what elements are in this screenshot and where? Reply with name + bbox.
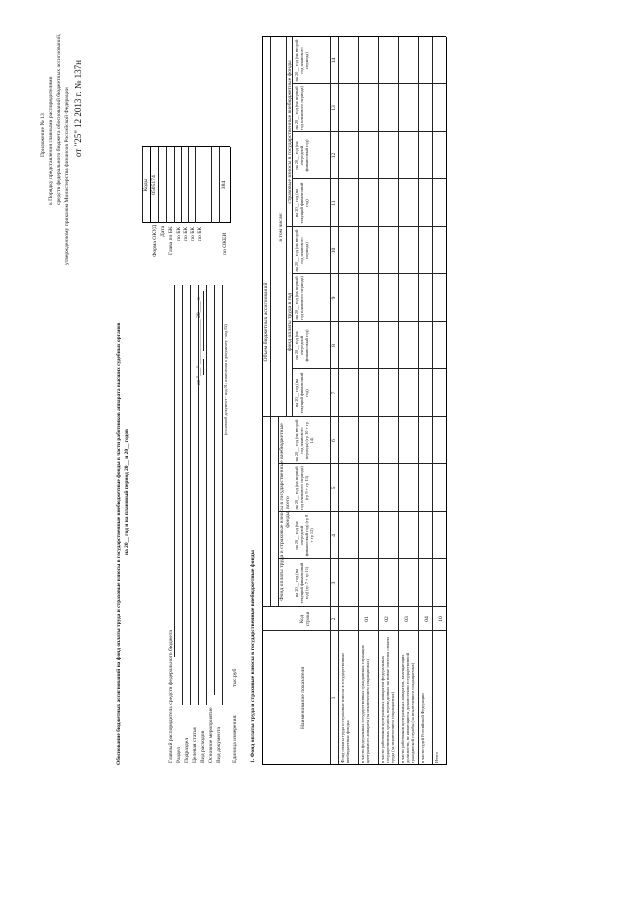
doc-type-note: (основной документ - код 01; изменения к документу - код 02): [223, 324, 228, 435]
header-fot-col: на 20__ год (на первый год планового периода): [294, 276, 305, 320]
header-code: Код строки: [300, 611, 311, 627]
codes-okud-value: 0505174: [151, 175, 157, 195]
col-line: [286, 226, 446, 227]
col-number: 9: [331, 296, 337, 300]
col-line: [292, 321, 446, 322]
row-line: [358, 37, 359, 765]
col-line: [292, 131, 446, 132]
col-line: [292, 83, 446, 84]
appendix-date: от "25" 12 2013 г. № 137н: [73, 60, 83, 157]
col-number: 4: [331, 534, 337, 537]
header-ins-col: на 20__ год (на очередной финансовый год): [294, 139, 310, 172]
header-fot-col: на 20__ год (на текущий финансовый год): [294, 372, 310, 414]
col-number: 7: [331, 391, 337, 395]
field-podrazdel: Подраздел: [184, 737, 190, 763]
codes-header: Коды: [143, 178, 149, 192]
col-number: 12: [331, 152, 337, 159]
col-line: [292, 178, 446, 179]
codes-label-3: Глава по БК: [168, 226, 174, 255]
col-line: [292, 273, 446, 274]
header-ins-col: на 20__ год (на второй год планового периода): [294, 39, 310, 82]
header-total-col: на 20__ год (на второй год планового периода) (гр 10 + гр 14): [294, 419, 315, 462]
appendix-line1: Приложение № 13: [40, 113, 46, 157]
field-doc-type: Вид документа: [216, 727, 222, 763]
codes-label-4: по БК: [176, 226, 182, 241]
col-line: [262, 630, 446, 631]
codes-label-6: по БК: [190, 226, 196, 241]
col-number: 11: [331, 200, 337, 206]
unit-value: тыс.руб: [232, 668, 238, 687]
table-row-name: Фонд оплаты труда и страховые взносы в государственные внебюджетные фонды:: [340, 652, 351, 763]
col-line: [278, 463, 446, 464]
col-number: 6: [331, 439, 337, 442]
group-line: [270, 37, 271, 607]
table-row-code: 03: [404, 616, 410, 622]
header-name: Наименование показателя: [300, 667, 306, 729]
col-line: [278, 511, 446, 512]
header-ins-col: на 20__ год (на первый год планового периода): [294, 86, 305, 130]
col-number: 8: [331, 344, 337, 347]
header-total-col: на 20__ год (на очередной финансовый год) (гр 8 + гр 12): [294, 514, 315, 557]
col-number: 13: [331, 105, 337, 111]
table-row-name: в части работников центральных аппаратов, замещающих должности, не являющиеся должностями государственной гражданской службы (за исключением сокращаемых): [400, 652, 416, 763]
codes-label-5: по БК: [183, 226, 189, 241]
row-line: [432, 37, 433, 765]
codes-okei-value: 384: [221, 180, 227, 190]
table-row-name: в части федеральных государственных гражданских служащих центрального аппарата (за исключением сокращаемых): [360, 645, 371, 763]
codes-label-7: по БК: [197, 226, 203, 241]
col-number: 2: [331, 617, 337, 621]
header-group: Объем бюджетных ассигнований: [263, 282, 269, 362]
header-ins-col: на 20__ год (на текущий финансовый год): [294, 182, 310, 224]
col-number: 3: [331, 581, 337, 585]
appendix-line4: утвержденному приказом Министерства финансов Российской Федерации: [64, 87, 70, 265]
table-row-code: 02: [384, 616, 390, 622]
row-line: [398, 37, 399, 765]
col-line: [262, 606, 446, 607]
col-number: 1: [331, 696, 337, 700]
col-number: 14: [331, 57, 337, 64]
col-number: 5: [331, 486, 337, 490]
header-sub-ins: страховые взносы в государственные внебюджетные фонды: [287, 60, 293, 204]
header-sub-fot: фонд оплаты труда в год: [287, 292, 293, 352]
table-row-name: в части работников центральных аппаратов федеральных государственных органов, переведенных на новые системы оплаты труда (за исключением сокращаемых): [380, 637, 396, 763]
header-in-that: в том числе:: [278, 212, 284, 242]
table-row-code: 04: [424, 616, 430, 622]
row-line: [378, 37, 379, 765]
appendix-line3: средств федерального бюджета обоснований бюджетных ассигнований,: [56, 33, 62, 205]
table-row-name: Итого: [434, 751, 439, 763]
col-number: 10: [331, 247, 337, 254]
field-expense-type: Вид расходов: [200, 730, 206, 763]
header-total-col: на 20__ год (на текущий финансовый год) (гр 7 + гр 11): [294, 562, 310, 604]
header-total-col: на 20__ год (на первый год планового периода) (гр 9 + гр 13): [294, 466, 310, 510]
header-sub-total: Фонд оплаты труда и страховые взносы в государственные внебюджетные фонды, всего: [279, 423, 292, 601]
col-line: [278, 558, 446, 559]
col-line: [262, 764, 446, 765]
table-row-code: 10: [438, 616, 444, 622]
document-subtitle: на 20__ год и на плановый период 20__ и 20__ годов: [124, 429, 130, 555]
header-fot-col: на 20__ год (на очередной финансовый год): [294, 329, 310, 362]
header-fot-col: на 20__ год (на второй год планового периода): [294, 229, 310, 272]
document-title: Обоснование бюджетных ассигнований на фонд оплаты труда и страховые взносы в государственные внебюджетные фонды в части работников аппарата высших судебных органов: [116, 322, 122, 765]
codes-label-2: Дата: [160, 225, 166, 237]
codes-label-1: Форма ОКУД: [152, 224, 158, 257]
appendix-line2: к Порядку представления главными распорядителями: [48, 76, 54, 205]
table-row-name: в части судей Российской Федерации: [420, 693, 425, 763]
codes-label-okei: по ОКЕИ: [222, 232, 228, 255]
field-razdel: Раздел: [176, 747, 182, 763]
table-row-code: 01: [364, 616, 370, 622]
row-line: [418, 37, 419, 765]
table-bottom-border: [446, 37, 447, 765]
unit-label: Единица измерения:: [232, 714, 238, 763]
section-title: 1. Фонд оплаты труда и страховые взносы в государственные внебюджетные фонды: [250, 550, 256, 763]
col-number-line: [338, 37, 339, 765]
col-line: [292, 368, 446, 369]
field-grbs: Главный распорядитель средств федерального бюджета: [168, 630, 174, 763]
field-target: Целевая статья: [192, 727, 198, 763]
date-field: от "___" ________________ 20____ г.: [196, 296, 202, 385]
field-main-event: Основное мероприятие: [208, 707, 214, 763]
